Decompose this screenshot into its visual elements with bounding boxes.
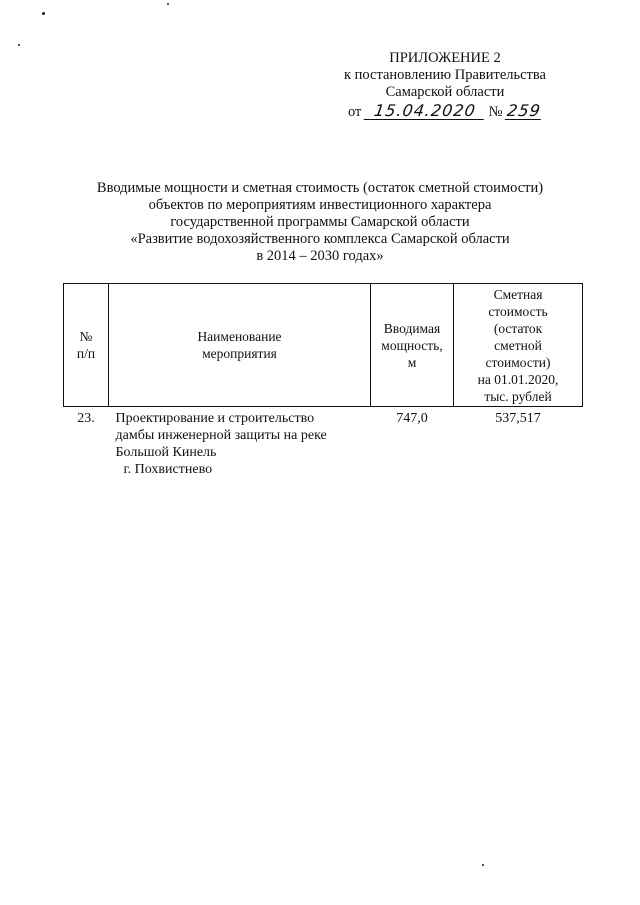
- row-location: г. Похвистнево: [123, 462, 213, 477]
- appendix-line-1: к постановлению Правительства: [344, 67, 546, 83]
- handwritten-date: 15.04.2020: [364, 102, 487, 120]
- heading-line-4: «Развитие водохозяйственного комплекса Самарской области: [130, 231, 510, 247]
- row-cost: 537,517: [495, 411, 541, 426]
- document-heading: [60, 180, 580, 265]
- heading-line-2: объектов по мероприятиям инвестиционного характера: [148, 197, 492, 213]
- row-num: 23.: [77, 411, 95, 426]
- heading-line-3: государственной программы Самарской области: [170, 214, 470, 230]
- header-cost: Сметная стоимость (остаток сметной стоимости) на 01.01.2020, тыс. рублей: [454, 284, 583, 407]
- table-row: [64, 407, 583, 479]
- row-capacity: 747,0: [396, 411, 428, 426]
- appendix-line-2: Самарской области: [385, 84, 505, 100]
- handwritten-number: 259: [506, 101, 543, 120]
- heading-line-1: Вводимые мощности и сметная стоимость (остаток сметной стоимости): [96, 180, 544, 196]
- order-line: [320, 102, 570, 121]
- scan-speck: [18, 44, 20, 46]
- measures-table: [63, 283, 583, 478]
- from-label: от: [347, 104, 362, 120]
- heading-line-5: в 2014 – 2030 годах»: [256, 248, 384, 264]
- number-label: №: [488, 104, 503, 120]
- header-num: № п/п: [64, 284, 109, 407]
- appendix-title: ПРИЛОЖЕНИЕ 2: [389, 50, 501, 66]
- scan-speck: [42, 12, 45, 15]
- header-name: Наименование мероприятия: [109, 284, 371, 407]
- scan-speck: [167, 3, 169, 5]
- scan-speck: [482, 864, 484, 866]
- header-capacity: Вводимая мощность, м: [371, 284, 454, 407]
- table-header-row: [64, 284, 583, 407]
- row-name: Проектирование и строительство дамбы инженерной защиты на реке Большой Кинель г. Похвистнево: [109, 407, 371, 479]
- appendix-block: [320, 50, 570, 121]
